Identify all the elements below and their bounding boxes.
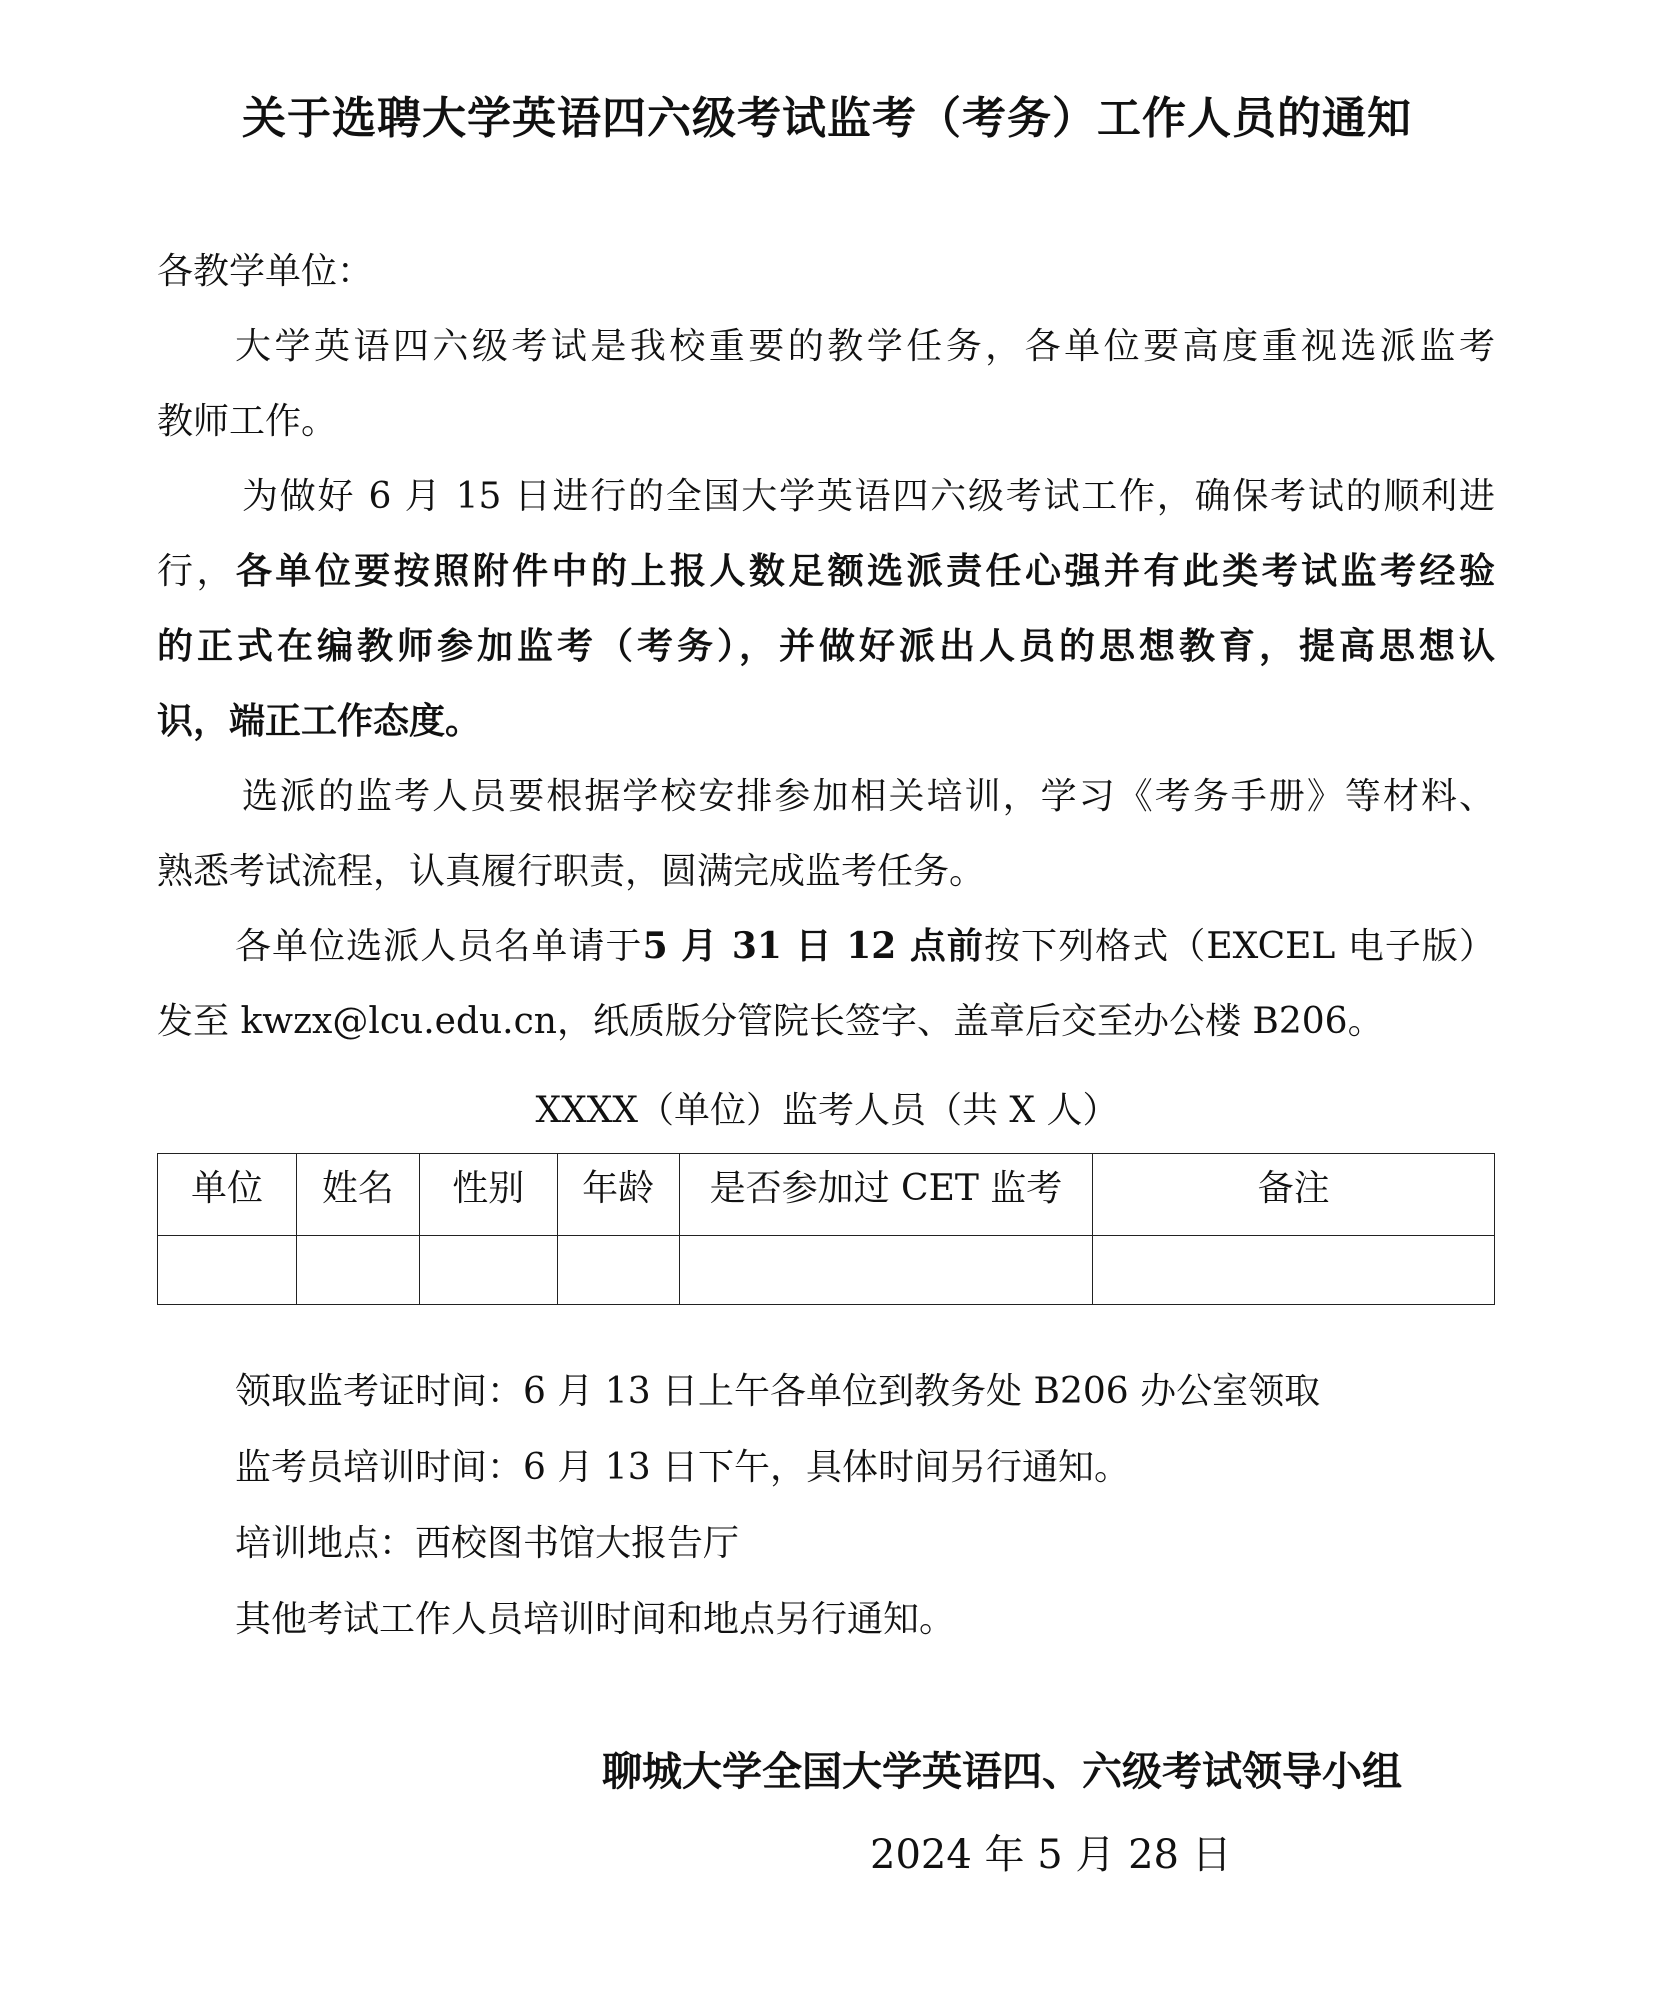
other-staff-info: 其他考试工作人员培训时间和地点另行通知。 <box>235 1599 956 1640</box>
para4-line2: 发至 kwzx@lcu.edu.cn，纸质版分管院长签字、盖章后交至办公楼 B206。 <box>157 1001 1384 1042</box>
para4-deadline: 5 月 31 日 12 点前 <box>642 925 984 967</box>
staff-table <box>157 1153 1495 1305</box>
header-name: 姓名 <box>296 1154 419 1236</box>
para3-line1: 选派的监考人员要根据学校安排参加相关培训，学习《考务手册》等材料、 <box>242 776 1495 817</box>
para2-line2-normal: 行， <box>157 551 236 592</box>
table-header-row <box>158 1154 1495 1236</box>
table-caption: XXXX（单位）监考人员（共 X 人） <box>535 1090 1119 1131</box>
para2-line4: 识，端正工作态度。 <box>157 700 482 742</box>
para3-line2: 熟悉考试流程，认真履行职责，圆满完成监考任务。 <box>157 851 986 892</box>
header-age: 年龄 <box>557 1154 679 1236</box>
header-unit: 单位 <box>158 1154 297 1236</box>
header-gender: 性别 <box>419 1154 557 1236</box>
para2-line1: 为做好 6 月 15 日进行的全国大学英语四六级考试工作，确保考试的顺利进 <box>242 476 1495 517</box>
table-cell <box>158 1236 297 1305</box>
para4-line1 <box>235 925 1495 968</box>
salutation: 各教学单位： <box>157 251 374 292</box>
para2-line3: 的正式在编教师参加监考（考务），并做好派出人员的思想教育，提高思想认 <box>157 625 1495 667</box>
table-cell <box>1093 1236 1495 1305</box>
pickup-info: 领取监考证时间：6 月 13 日上午各单位到教务处 B206 办公室领取 <box>235 1371 1321 1412</box>
para2-line2-bold: 各单位要按照附件中的上报人数足额选派责任心强并有此类考试监考经验 <box>235 550 1495 592</box>
para1-line1: 大学英语四六级考试是我校重要的教学任务，各单位要高度重视选派监考 <box>235 326 1495 367</box>
para1-line2: 教师工作。 <box>157 401 338 442</box>
para2-line2 <box>157 550 1495 593</box>
para4-line1-b: 按下列格式（EXCEL 电子版） <box>984 926 1495 967</box>
para4-line1-a: 各单位选派人员名单请于 <box>235 926 643 967</box>
header-cet-experience: 是否参加过 CET 监考 <box>679 1154 1093 1236</box>
table-cell <box>296 1236 419 1305</box>
signature-org: 聊城大学全国大学英语四、六级考试领导小组 <box>602 1749 1402 1795</box>
training-place-info: 培训地点：西校图书馆大报告厅 <box>235 1523 740 1564</box>
table-cell <box>557 1236 679 1305</box>
notice-title: 关于选聘大学英语四六级考试监考（考务）工作人员的通知 <box>242 93 1412 144</box>
signature-date: 2024 年 5 月 28 日 <box>870 1832 1232 1878</box>
table-cell <box>419 1236 557 1305</box>
header-remarks: 备注 <box>1093 1154 1495 1236</box>
table-row <box>158 1236 1495 1305</box>
training-time-info: 监考员培训时间：6 月 13 日下午，具体时间另行通知。 <box>235 1447 1131 1488</box>
table-cell <box>679 1236 1093 1305</box>
